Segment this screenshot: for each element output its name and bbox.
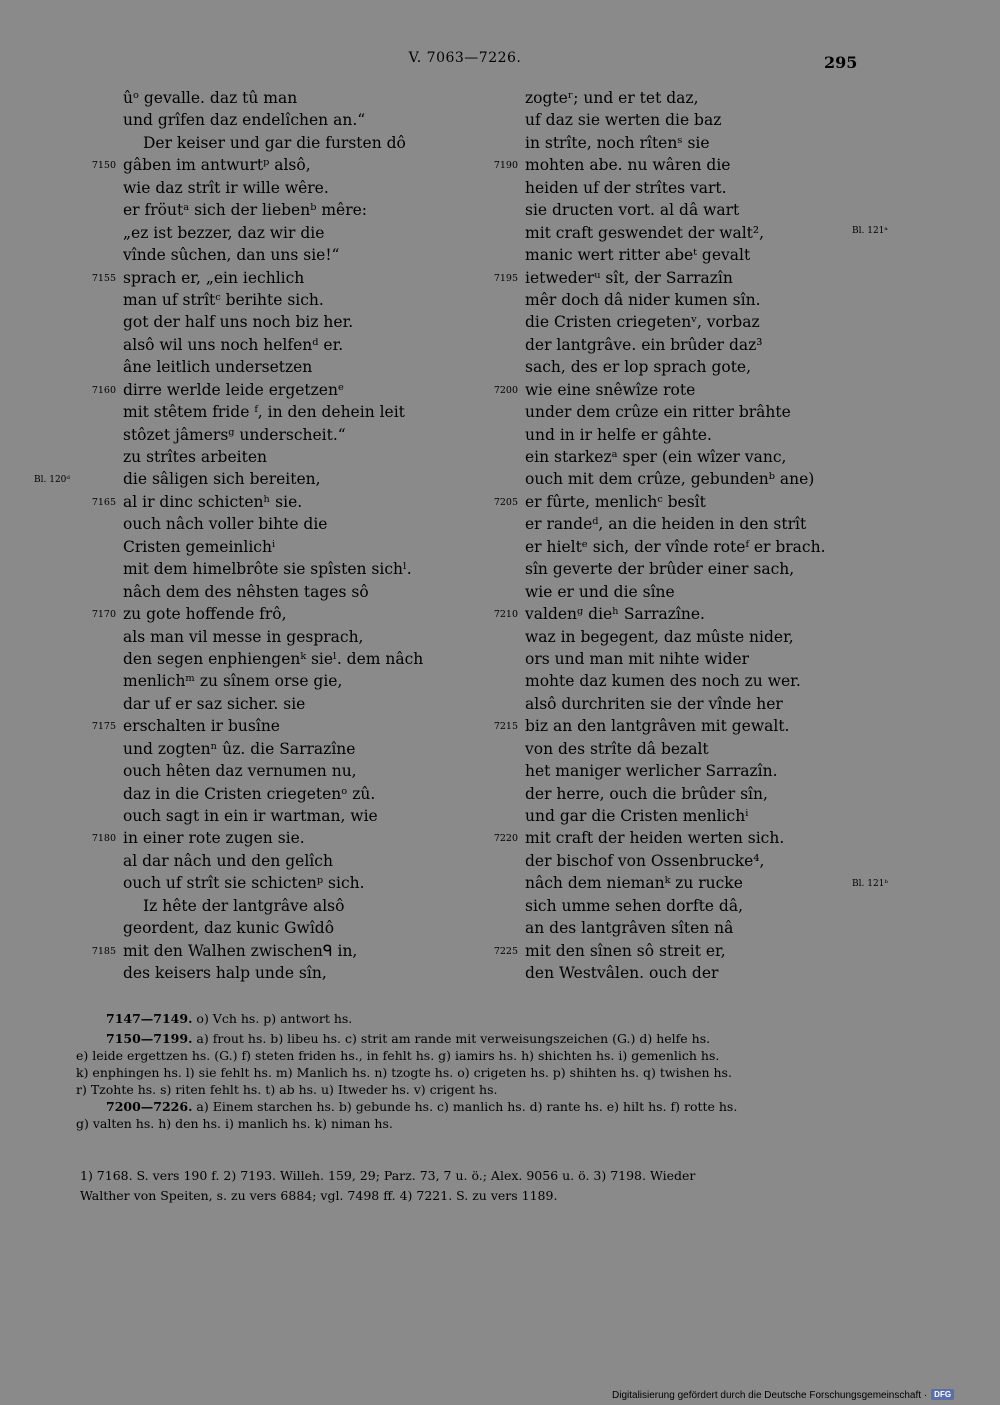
verse-text: und gar die Cristen menlichⁱ — [525, 807, 749, 825]
running-header: V. 7063—7226. — [408, 50, 522, 66]
verse-line — [474, 626, 894, 648]
line-number: 7165 — [91, 496, 116, 508]
verse-line — [474, 940, 894, 962]
verse-line — [72, 670, 492, 692]
verse-line — [474, 715, 894, 737]
verse-line — [474, 917, 894, 939]
verse-text: zu strîtes arbeiten — [123, 448, 267, 466]
apparatus-row — [76, 1115, 856, 1132]
verse-line — [72, 962, 492, 984]
verse-line — [72, 626, 492, 648]
verse-text: nâch dem niemanᵏ zu rucke — [525, 874, 743, 893]
verse-line — [474, 199, 894, 221]
verse-text: in einer rote zugen sie. — [123, 829, 305, 848]
line-number: 7160 — [91, 384, 116, 396]
verse-text: heiden uf der strîtes vart. — [525, 178, 727, 197]
verse-text: mit den Walhen zwischenᑫ in, — [123, 941, 358, 960]
apparatus-text: e) leide ergettzen hs. (G.) f) steten friden hs., in fehlt hs. g) iamirs hs. h) shichten hs. i) gemenlich hs. — [76, 1048, 720, 1063]
verse-text: mohte daz kumen des noch zu wer. — [525, 672, 801, 691]
line-number: 7185 — [91, 945, 116, 957]
verse-text: wie er und die sîne — [525, 582, 675, 601]
verse-line — [72, 177, 492, 199]
verse-text: dar uf er saz sicher. sie — [123, 694, 306, 713]
verse-line — [72, 648, 492, 670]
verse-line — [474, 334, 894, 356]
verse-text: âne leitlich undersetzen — [123, 358, 313, 377]
apparatus-range: 7200—7226. — [106, 1099, 193, 1114]
verse-line — [474, 513, 894, 535]
verse-text: ûᵒ gevalle. daz tû man — [123, 89, 298, 107]
verse-text: wie eine snêwîze rote — [525, 380, 696, 399]
verse-text: mit dem himelbrôte sie spîsten sichˡ. — [123, 560, 412, 579]
verse-line — [72, 536, 492, 558]
verse-text: ouch hêten daz vernumen nu, — [123, 762, 357, 781]
apparatus-text: a) Einem starchen hs. b) gebunde hs. c) manlich hs. d) rante hs. e) hilt hs. f) rotte hs. — [196, 1099, 738, 1114]
verse-text: valdenᵍ dieʰ Sarrazîne. — [525, 605, 705, 624]
verse-line — [72, 356, 492, 378]
verse-line — [72, 760, 492, 782]
verse-text: uf daz sie werten die baz — [525, 111, 722, 130]
verse-text: sîn geverte der brûder einer sach, — [525, 560, 795, 579]
verse-line — [474, 783, 894, 805]
verse-line — [72, 311, 492, 333]
left-verse-column — [72, 87, 492, 985]
verse-line — [474, 536, 894, 558]
verse-line — [72, 491, 492, 513]
verse-line — [474, 670, 894, 692]
verse-line — [72, 267, 492, 289]
verse-line — [474, 87, 894, 109]
apparatus-row — [76, 1047, 856, 1064]
verse-text: biz an den lantgrâven mit gewalt. — [525, 717, 790, 736]
verse-line — [72, 513, 492, 535]
page-number: 295 — [824, 53, 858, 72]
verse-line — [474, 222, 894, 244]
verse-line — [474, 558, 894, 580]
verse-text: ein starkezᵃ sper (ein wîzer vanc, — [525, 448, 787, 466]
verse-text: sich umme sehen dorfte dâ, — [525, 896, 743, 915]
verse-line — [474, 872, 894, 894]
verse-text: er randeᵈ, an die heiden in den strît — [525, 515, 807, 534]
verse-line — [72, 468, 492, 490]
apparatus-row — [76, 1081, 856, 1098]
verse-text: und zogtenⁿ ûz. die Sarrazîne — [123, 739, 356, 758]
right-verse-column — [474, 87, 894, 985]
verse-line — [474, 648, 894, 670]
footnotes — [80, 1166, 860, 1206]
apparatus-row — [76, 1010, 856, 1027]
verse-line — [72, 87, 492, 109]
verse-line — [72, 850, 492, 872]
verse-text: von des strîte dâ bezalt — [525, 739, 709, 758]
verse-line — [474, 244, 894, 266]
apparatus-text: a) frout hs. b) libeu hs. c) strit am rande mit verweisungszeichen (G.) d) helfe hs. — [196, 1031, 711, 1046]
line-number: 7225 — [493, 945, 518, 957]
verse-line — [474, 289, 894, 311]
verse-text: die Cristen criegetenᵛ, vorbaz — [525, 313, 760, 332]
verse-text: zu gote hoffende frô, — [123, 605, 287, 624]
verse-line — [72, 401, 492, 423]
verse-line — [72, 940, 492, 962]
verse-line — [474, 962, 894, 984]
verse-line — [474, 177, 894, 199]
verse-text: den Westvâlen. ouch der — [525, 964, 719, 983]
verse-line — [474, 760, 894, 782]
verse-text: daz in die Cristen criegetenᵒ zû. — [123, 784, 376, 803]
verse-line — [474, 109, 894, 131]
verse-text: der herre, ouch die brûder sîn, — [525, 784, 768, 803]
verse-line — [72, 154, 492, 176]
verse-line — [72, 132, 492, 154]
apparatus-range: 7150—7199. — [106, 1031, 193, 1046]
verse-line — [72, 289, 492, 311]
line-number: 7205 — [493, 496, 518, 508]
apparatus-range: 7147—7149. — [106, 1011, 193, 1026]
line-number: 7170 — [91, 609, 116, 621]
verse-line — [72, 222, 492, 244]
line-number: 7210 — [493, 609, 518, 621]
verse-text: stôzet jâmersᵍ underscheit.“ — [123, 425, 346, 444]
line-number: 7195 — [493, 272, 518, 284]
margin-folio-note: Bl. 121ᵃ — [852, 226, 888, 236]
verse-line — [474, 805, 894, 827]
line-number: 7180 — [91, 833, 116, 845]
verse-text: erschalten ir busîne — [123, 717, 280, 736]
apparatus-text: r) Tzohte hs. s) riten fehlt hs. t) ab hs. u) Itweder hs. v) crigent hs. — [76, 1082, 498, 1097]
verse-line — [474, 468, 894, 490]
verse-line — [474, 154, 894, 176]
verse-text: mit stêtem fride ᶠ, in den dehein leit — [123, 403, 405, 422]
line-number: 7150 — [91, 160, 116, 172]
verse-text: manic wert ritter abeᵗ gevalt — [525, 246, 751, 265]
credit-text: Digitalisierung gefördert durch die Deutsche Forschungsgemeinschaft · — [612, 1390, 928, 1401]
verse-text: mit craft geswendet der walt², — [525, 223, 765, 242]
verse-text: zogteʳ; und er tet daz, — [525, 89, 699, 107]
line-number: 7155 — [91, 272, 116, 284]
verse-line — [474, 603, 894, 625]
verse-text: in strîte, noch rîtenˢ sie — [525, 133, 710, 152]
verse-text: Iz hête der lantgrâve alsô — [143, 896, 345, 915]
verse-text: er fûrte, menlichᶜ besît — [525, 492, 706, 511]
verse-line — [72, 738, 492, 760]
verse-text: al ir dinc schictenʰ sie. — [123, 492, 303, 511]
verse-line — [72, 558, 492, 580]
verse-line — [72, 424, 492, 446]
margin-folio-note: Bl. 121ᵇ — [852, 879, 888, 889]
verse-text: mohten abe. nu wâren die — [525, 156, 731, 175]
verse-text: ouch nâch voller bihte die — [123, 515, 328, 534]
critical-apparatus — [76, 1010, 856, 1132]
verse-text: Cristen gemeinlichⁱ — [123, 537, 276, 556]
verse-text: man uf strîtᶜ berihte sich. — [123, 290, 324, 309]
verse-text: sprach er, „ein iechlich — [123, 268, 305, 287]
verse-line — [72, 693, 492, 715]
verse-line — [474, 356, 894, 378]
verse-text: ouch uf strît sie schictenᵖ sich. — [123, 874, 365, 893]
apparatus-row — [76, 1098, 856, 1115]
apparatus-row — [76, 1064, 856, 1081]
verse-line — [72, 895, 492, 917]
verse-text: an des lantgrâven sîten nâ — [525, 919, 734, 938]
verse-line — [474, 738, 894, 760]
verse-text: als man vil messe in gesprach, — [123, 627, 364, 646]
verse-text: er fröutᵃ sich der liebenᵇ mêre: — [123, 201, 368, 220]
verse-text: den segen enphiengenᵏ sieˡ. dem nâch — [123, 649, 424, 668]
verse-line — [72, 334, 492, 356]
verse-text: wie daz strît ir wille wêre. — [123, 178, 329, 197]
verse-line — [474, 267, 894, 289]
line-number: 7200 — [493, 384, 518, 396]
verse-line — [474, 850, 894, 872]
verse-line — [474, 132, 894, 154]
verse-text: „ez ist bezzer, daz wir die — [123, 223, 325, 242]
verse-line — [72, 109, 492, 131]
verse-line — [474, 693, 894, 715]
footnote-line: 1) 7168. S. vers 190 f. 2) 7193. Willeh. 159, 29; Parz. 73, 7 u. ö.; Alex. 9056 u. ö. 3) 7198. Wieder — [80, 1168, 696, 1183]
verse-text: mit craft der heiden werten sich. — [525, 829, 785, 848]
verse-line — [72, 715, 492, 737]
verse-text: ietwederᵘ sît, der Sarrazîn — [525, 268, 733, 287]
verse-text: und grîfen daz endelîchen an.“ — [123, 111, 366, 130]
verse-text: waz in begegent, daz mûste nider, — [525, 627, 794, 646]
verse-line — [72, 199, 492, 221]
verse-text: mêr doch dâ nider kumen sîn. — [525, 290, 761, 309]
verse-text: sie dructen vort. al dâ wart — [525, 201, 740, 220]
verse-text: dirre werlde leide ergetzenᵉ — [123, 380, 344, 399]
apparatus-text: k) enphingen hs. l) sie fehlt hs. m) Manlich hs. n) tzogte hs. o) crigeten hs. p) shihten hs. q) twishen hs. — [76, 1065, 732, 1080]
dfg-logo: DFG — [931, 1389, 954, 1400]
verse-line — [72, 872, 492, 894]
verse-text: ors und man mit nihte wider — [525, 649, 750, 668]
verse-text: Der keiser und gar die fursten dô — [143, 133, 406, 152]
verse-text: alsô durchriten sie der vînde her — [525, 694, 783, 713]
footnote-line: Walther von Speiten, s. zu vers 6884; vgl. 7498 ff. 4) 7221. S. zu vers 1189. — [80, 1188, 558, 1203]
verse-line — [474, 446, 894, 468]
verse-line — [474, 491, 894, 513]
verse-text: sach, des er lop sprach gote, — [525, 358, 752, 377]
verse-text: under dem crûze ein ritter brâhte — [525, 403, 791, 422]
verse-line — [474, 827, 894, 849]
line-number: 7215 — [493, 721, 518, 733]
apparatus-text: g) valten hs. h) den hs. i) manlich hs. k) niman hs. — [76, 1116, 393, 1131]
margin-folio-note: Bl. 120ᵈ — [34, 475, 70, 485]
line-number: 7190 — [493, 160, 518, 172]
verse-text: gâben im antwurtᵖ alsô, — [123, 156, 311, 175]
verse-text: ouch mit dem crûze, gebundenᵇ ane) — [525, 470, 815, 489]
verse-line — [474, 895, 894, 917]
verse-text: er hieltᵉ sich, der vînde roteᶠ er brach. — [525, 537, 826, 556]
verse-text: nâch dem des nêhsten tages sô — [123, 582, 369, 601]
line-number: 7220 — [493, 833, 518, 845]
verse-text: geordent, daz kunic Gwîdô — [123, 919, 335, 938]
verse-line — [474, 581, 894, 603]
verse-text: got der half uns noch biz her. — [123, 313, 354, 332]
verse-line — [474, 311, 894, 333]
verse-line — [72, 603, 492, 625]
verse-text: die sâligen sich bereiten, — [123, 470, 321, 489]
verse-line — [72, 581, 492, 603]
verse-text: mit den sînen sô streit er, — [525, 941, 726, 960]
verse-line — [474, 401, 894, 423]
verse-text: ouch sagt in ein ir wartman, wie — [123, 807, 378, 825]
verse-text: al dar nâch und den gelîch — [123, 851, 333, 870]
verse-text: menlichᵐ zu sînem orse gie, — [123, 672, 343, 691]
verse-line — [72, 805, 492, 827]
verse-text: vînde sûchen, dan uns sie!“ — [123, 246, 340, 265]
verse-text: der lantgrâve. ein brûder daz³ — [525, 335, 763, 354]
apparatus-text: o) Vch hs. p) antwort hs. — [196, 1011, 353, 1026]
verse-line — [72, 446, 492, 468]
verse-line — [72, 783, 492, 805]
funding-credit — [612, 1389, 954, 1401]
verse-line — [72, 244, 492, 266]
verse-text: und in ir helfe er gâhte. — [525, 425, 712, 444]
verse-text: alsô wil uns noch helfenᵈ er. — [123, 335, 344, 354]
verse-line — [72, 827, 492, 849]
verse-line — [474, 379, 894, 401]
verse-text: het maniger werlicher Sarrazîn. — [525, 762, 778, 781]
verse-line — [72, 379, 492, 401]
line-number: 7175 — [91, 721, 116, 733]
verse-line — [72, 917, 492, 939]
verse-text: des keisers halp unde sîn, — [123, 964, 327, 983]
apparatus-row — [76, 1030, 856, 1047]
verse-text: der bischof von Ossenbrucke⁴, — [525, 851, 765, 870]
verse-line — [474, 424, 894, 446]
